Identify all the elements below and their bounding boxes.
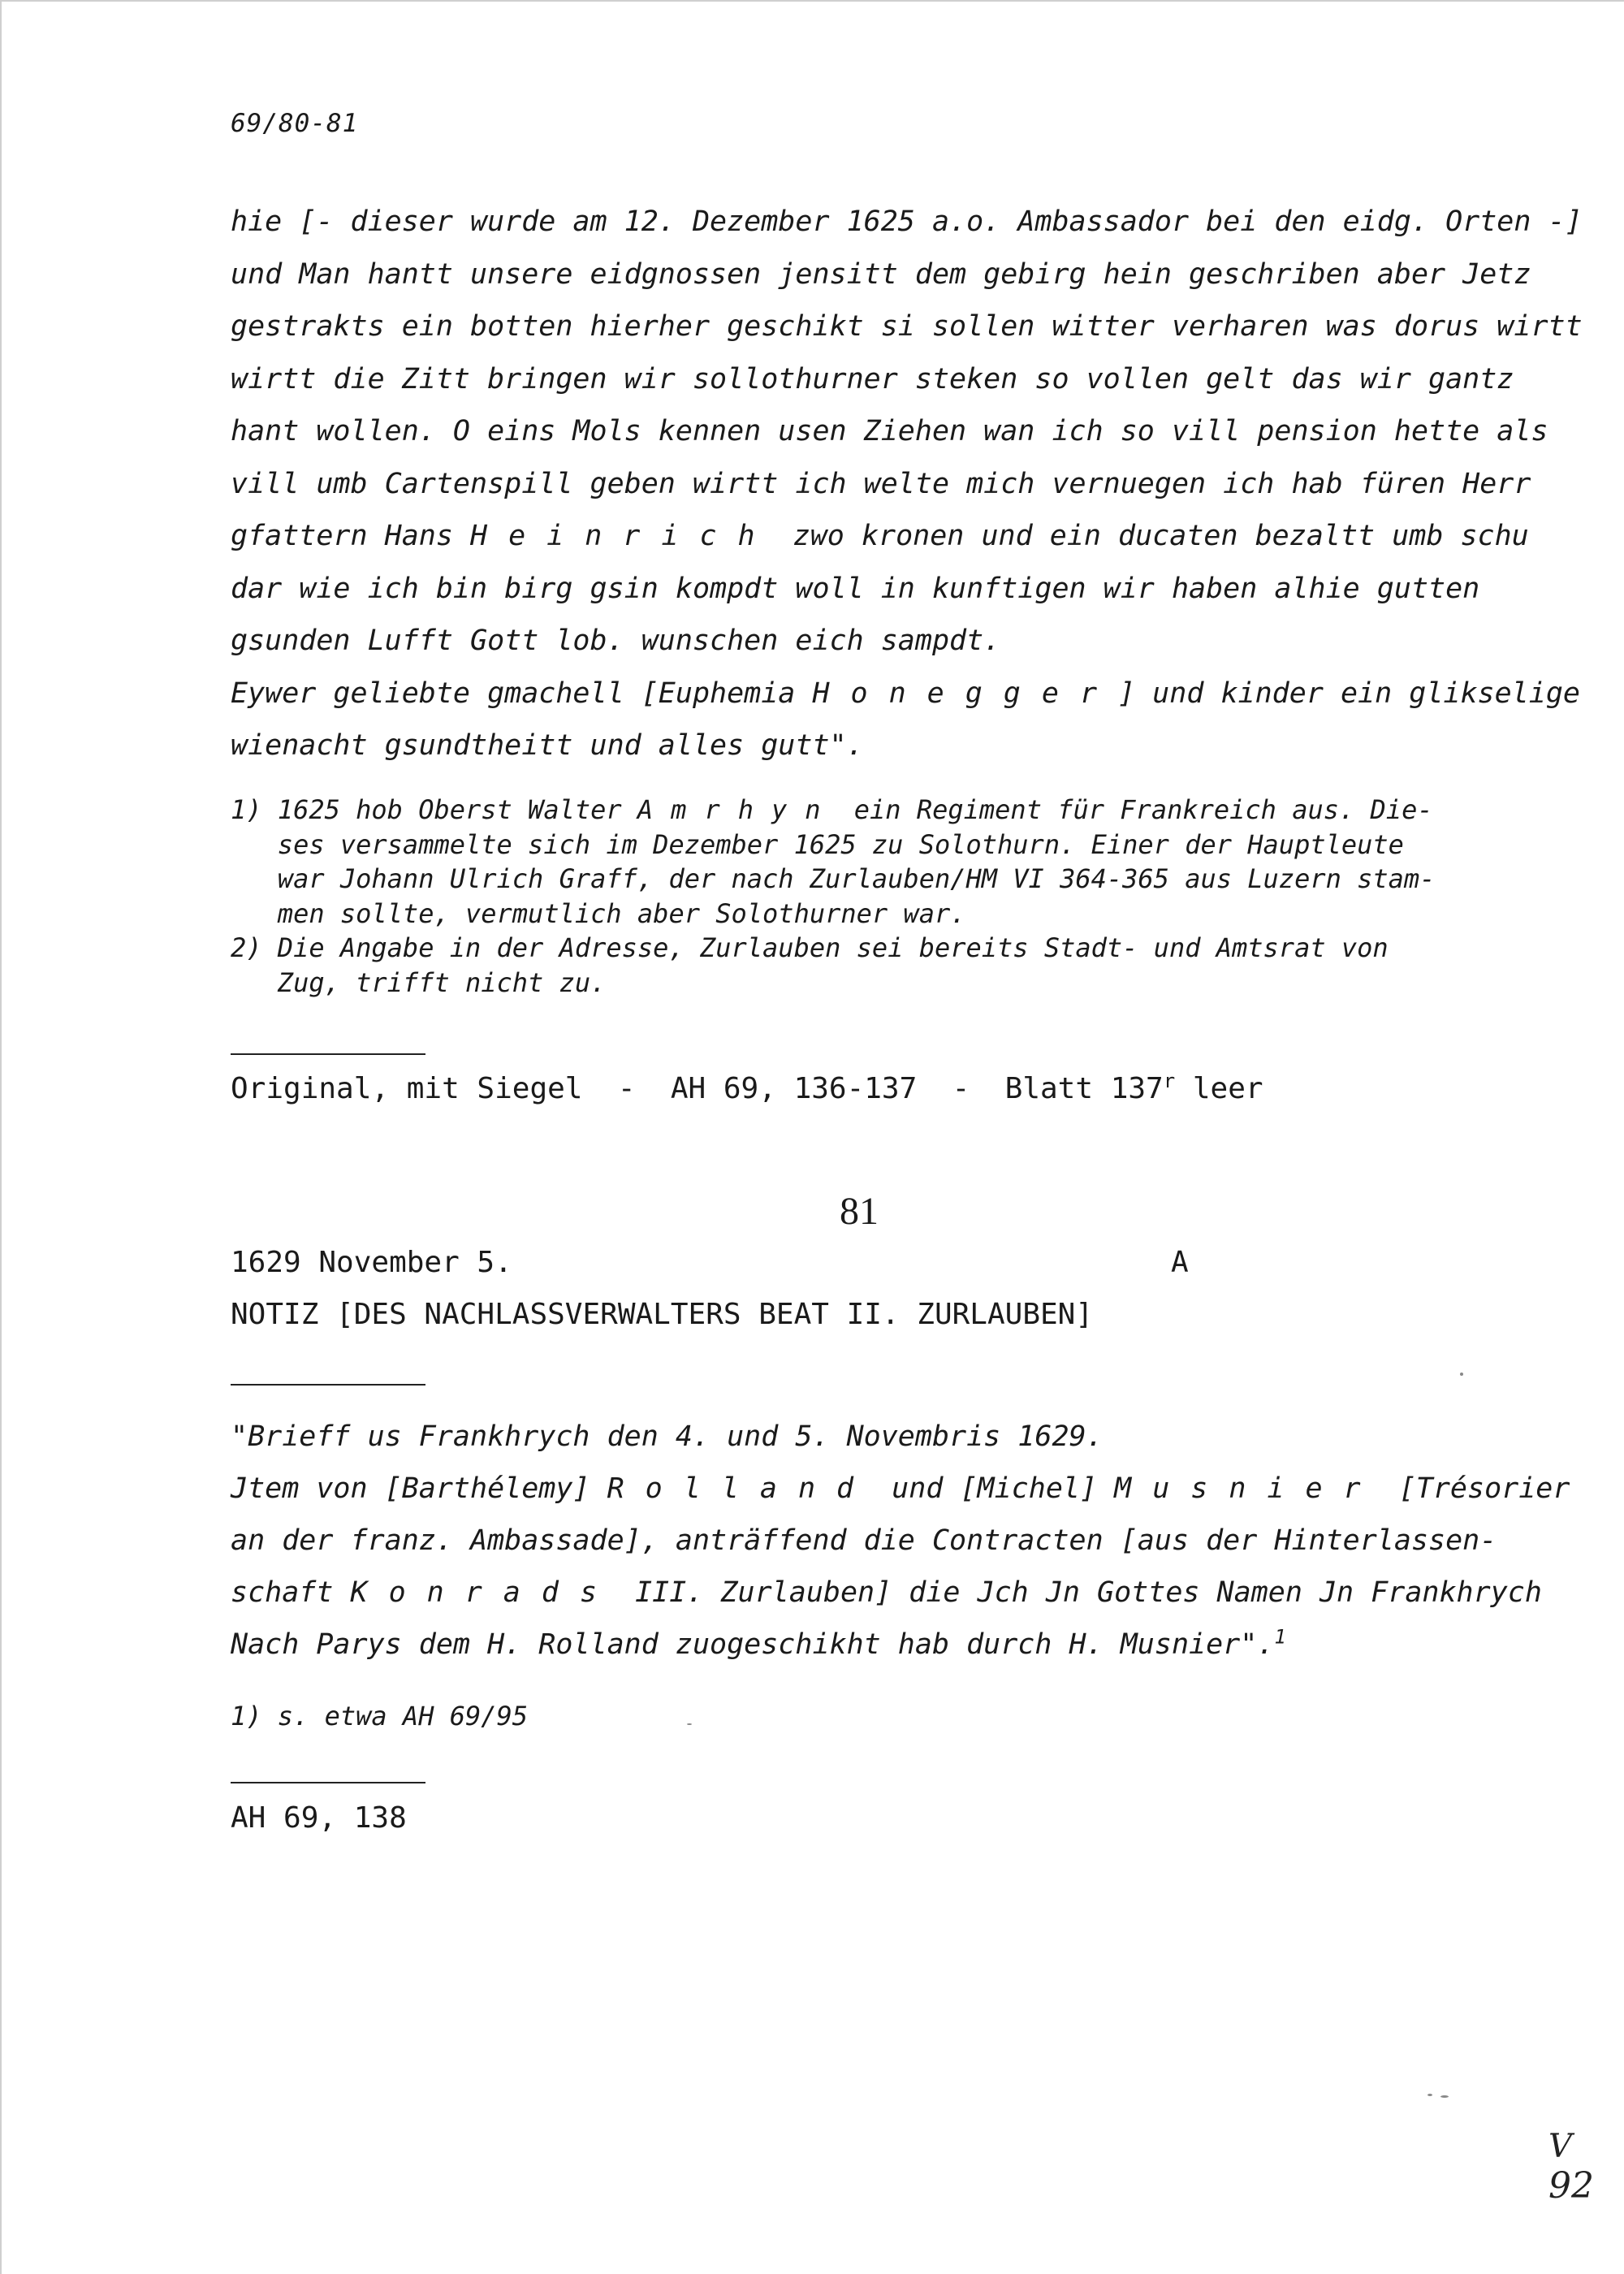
scan-speck: [1440, 2095, 1449, 2098]
quote-line: [231, 1623, 1570, 1675]
footnote-marker: 1: [1274, 1625, 1286, 1649]
source-line: [231, 1072, 1263, 1105]
text-run: ] und kinder ein glikselige: [1118, 677, 1580, 710]
source-line: AH 69, 138: [231, 1801, 407, 1835]
quote-line: [231, 1467, 1570, 1519]
letter-line: und Man hantt unsere eidgnossen jensitt dem gebirg hein geschriben aber Jetz: [231, 257, 1531, 291]
quote-line: [231, 1571, 1570, 1623]
text-run: leer: [1175, 1072, 1263, 1105]
spaced-name: Heinrich: [470, 520, 776, 552]
document-type-letter: A: [1171, 1246, 1189, 1279]
text-run: ein Regiment für Frankreich aus. Die-: [838, 794, 1433, 825]
footnote-line: 2) Die Angabe in der Adresse, Zurlauben sei bereits Stadt- und Amtsrat von: [231, 932, 1389, 963]
footnote-line: war Johann Ulrich Graff, der nach Zurlauben/HM VI 364-365 aus Luzern stam-: [231, 863, 1436, 894]
text-run: 1) 1625 hob Oberst Walter: [231, 794, 637, 825]
letter-line: dar wie ich bin birg gsin kompdt woll in kunftigen wir haben alhie gutten: [231, 572, 1480, 605]
separator-rule: [231, 1782, 425, 1783]
scan-speck: [1427, 2094, 1432, 2096]
footnote-line: Zug, trifft nicht zu.: [231, 966, 607, 998]
scan-speck: [1460, 1373, 1463, 1376]
letter-line: hant wollen. O eins Mols kennen usen Ziehen wan ich so vill pension hette als: [231, 415, 1548, 447]
letter-line: [231, 514, 1562, 567]
superscript: r: [1163, 1070, 1176, 1092]
footnote-line: 1) s. etwa AH 69/95: [231, 1701, 529, 1731]
letter-line: gestrakts ein botten hierher geschikt si sollen witter verharen was dorus wirtt: [231, 310, 1583, 343]
text-run: und [Michel]: [875, 1472, 1115, 1505]
letter-line: hie [- dieser wurde am 12. Dezember 1625 a.o. Ambassador bei den eidg. Orten -]: [231, 205, 1583, 238]
spaced-name: Rolland: [607, 1472, 875, 1505]
letter-line: [231, 672, 1580, 724]
text-run: Original, mit Siegel - AH 69, 136-137 - Blatt 137: [231, 1072, 1164, 1105]
footnote-line: ses versammelte sich im Dezember 1625 zu Solothurn. Einer der Hauptleute: [231, 828, 1404, 860]
page-reference: 69/80-81: [231, 109, 359, 138]
text-run: Jtem von [Barthélemy]: [231, 1472, 607, 1505]
handwritten-mark: V: [1548, 2128, 1572, 2165]
footnotes: [231, 793, 1435, 1000]
document-date: 1629 November 5.: [231, 1246, 512, 1279]
footnote-line: men sollte, vermutlich aber Solothurner war.: [231, 897, 966, 929]
quote-line: an der franz. Ambassade], anträffend die Contracten [aus der Hinterlassen-: [231, 1524, 1497, 1557]
separator-rule: [231, 1384, 425, 1386]
text-run: III. Zurlauben] die Jch Jn Gottes Namen Jn Frankhrych: [618, 1576, 1542, 1609]
text-run: Nach Parys dem H. Rolland zuogeschikht hab durch H. Musnier".: [231, 1628, 1275, 1661]
footnote-line: [231, 793, 1435, 828]
text-run: schaft: [231, 1576, 351, 1609]
spaced-name: Amrhyn: [637, 794, 839, 825]
separator-rule: [231, 1053, 425, 1055]
document-number: 81: [840, 1190, 879, 1233]
scan-speck: [687, 1723, 692, 1725]
letter-line: wirtt die Zitt bringen wir sollothurner steken so vollen gelt das wir gantz: [231, 362, 1514, 396]
letter-line: wienacht gsundtheitt und alles gutt".: [231, 729, 864, 762]
spaced-name: Konrads: [350, 1576, 619, 1609]
spaced-name: Musnier: [1114, 1472, 1382, 1505]
document-title: NOTIZ [DES NACHLASSVERWALTERS BEAT II. ZURLAUBEN]: [231, 1298, 1094, 1331]
letter-line: vill umb Cartenspill geben wirtt ich welte mich vernuegen ich hab füren Herr: [231, 467, 1531, 500]
spaced-name: Honegger: [812, 677, 1119, 710]
text-run: Eywer geliebte gmachell [Euphemia: [231, 677, 813, 710]
text-run: zwo kronen und ein ducaten bezaltt umb schu: [775, 520, 1529, 552]
text-run: gfattern Hans: [231, 520, 471, 552]
text-run: [Trésorier: [1381, 1472, 1570, 1505]
handwritten-page-number: 92: [1548, 2165, 1594, 2207]
letter-quotation: [231, 200, 1583, 776]
notiz-quotation: [231, 1415, 1570, 1675]
letter-line: gsunden Lufft Gott lob. wunschen eich sampdt.: [231, 625, 1001, 657]
quote-line: "Brieff us Frankhrych den 4. und 5. Novembris 1629.: [231, 1420, 1104, 1453]
